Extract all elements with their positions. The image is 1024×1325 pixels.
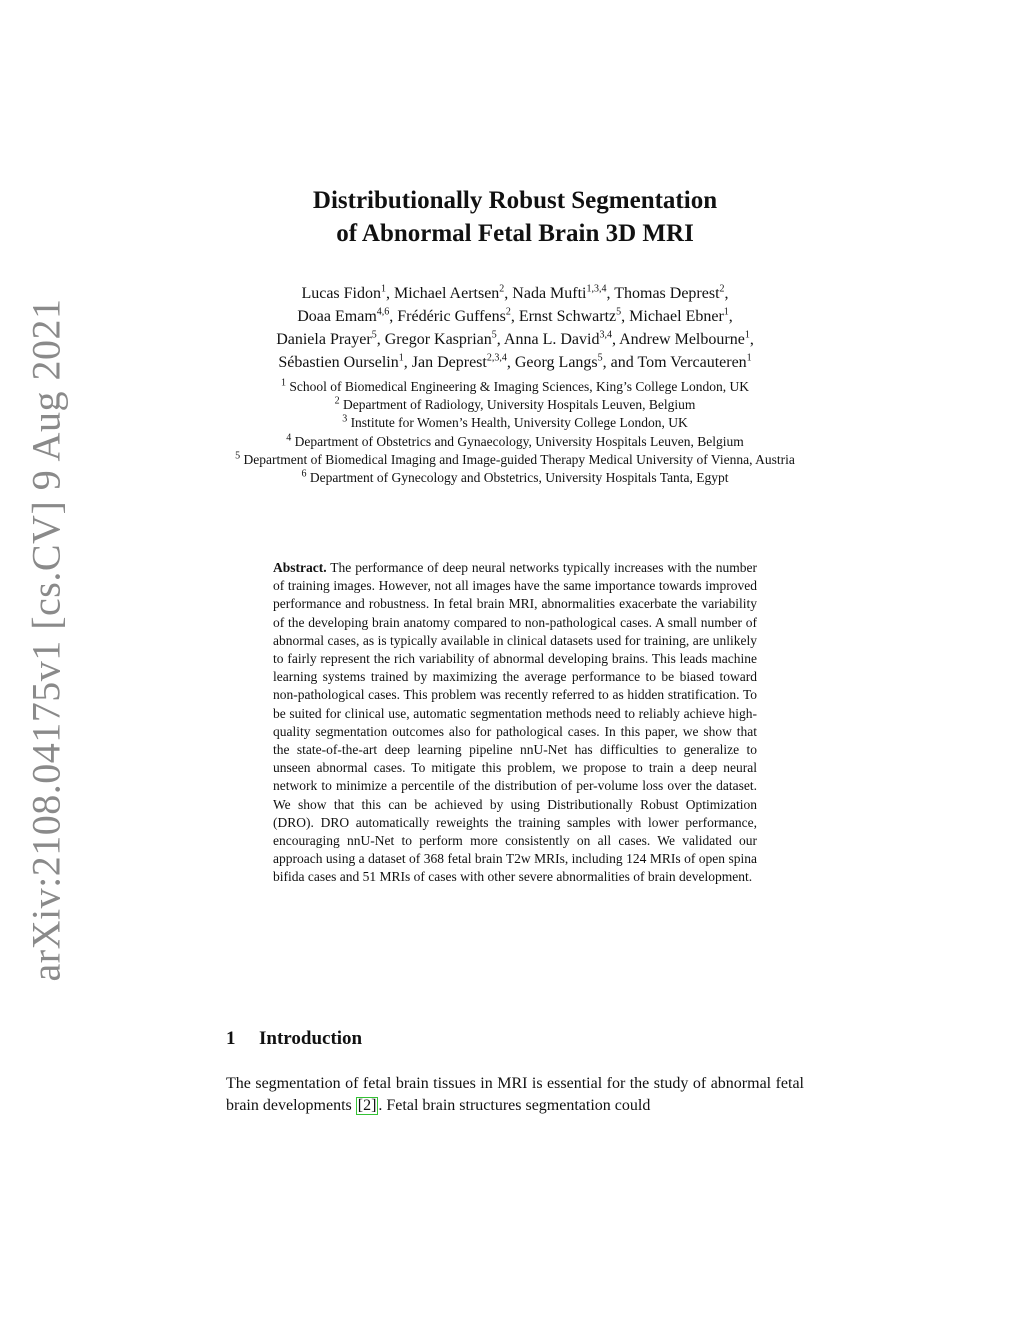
citation-link[interactable]: [2] xyxy=(357,1097,377,1114)
abstract-label: Abstract. xyxy=(273,560,327,575)
title-line: of Abnormal Fetal Brain 3D MRI xyxy=(336,220,694,247)
affiliation-number: 3 xyxy=(342,413,348,425)
author-affiliation-mark: 1 xyxy=(381,283,386,295)
affiliation-text: Department of Obstetrics and Gynaecology, University Hospitals Leuven, Belgium xyxy=(294,433,744,449)
affiliation-number: 4 xyxy=(286,432,292,444)
author-affiliation-mark: 1,3,4 xyxy=(586,283,607,295)
author-affiliation-mark: 5 xyxy=(597,352,603,364)
author-name: Thomas Deprest xyxy=(614,285,720,302)
author-affiliation-mark: 1 xyxy=(398,352,404,364)
author-line: Doaa Emam$^{4,6}$, Frédéric Guffens$^2$, Ernst Schwartz$^5$, Michael Ebner$^1$, xyxy=(297,306,733,325)
affiliation-text: Department of Radiology, University Hospitals Leuven, Belgium xyxy=(343,397,696,413)
author-name: Ernst Schwartz xyxy=(518,308,617,325)
affiliation-item xyxy=(200,433,830,451)
author-affiliation-mark: 2 xyxy=(719,283,725,295)
affiliation-item xyxy=(200,469,830,487)
author-name: Gregor Kasprian xyxy=(384,331,492,348)
abstract xyxy=(273,559,757,887)
affiliation-text: Institute for Women’s Health, University College London, UK xyxy=(350,415,688,431)
author-name: Tom Vercauteren xyxy=(637,354,747,371)
paper-title xyxy=(200,184,830,250)
author-name: Jan Deprest xyxy=(411,354,487,371)
author-name: Frédéric Guffens xyxy=(397,308,506,325)
affiliation-list xyxy=(200,378,830,487)
affiliation-item xyxy=(200,396,830,414)
author-name: Michael Aertsen xyxy=(394,285,500,302)
intro-paragraph xyxy=(226,1073,804,1117)
intro-text: The segmentation of fetal brain tissues in MRI is essential for the study of abnormal fetal brain developments xyxy=(226,1075,804,1114)
abstract-text: The performance of deep neural networks typically increases with the number of training images. However, not all images have the same importance towards improved performance and robustness. In fetal brain MRI, abnormalities exacerbate the variability of the developing brain anatomy compared to non-pathological cases. A small number of abnormal cases, as is typically available in clinical datasets used for training, are unlikely to fairly represent the rich variability of abnormal developing brains. This leads machine learning systems trained by maximizing the average performance to be biased toward non-pathological cases. This problem was recently referred to as hidden stratification. To be suited for clinical use, automatic segmentation methods need to reliably achieve high-quality segmentation outcomes also for pathological cases. In this paper, we show that the state-of-the-art deep learning pipeline nnU-Net has difficulties to generalize to unseen abnormal cases. To mitigate this problem, we propose to train a deep neural network to minimize a percentile of the distribution of per-volume loss over the dataset. We show that this can be achieved by using Distributionally Robust Optimization (DRO). DRO automatically reweights the training samples with lower performance, encouraging nnU-Net to perform more consistently on all cases. We validated our approach using a dataset of 368 fetal brain T2w MRIs, including 124 MRIs of open spina bifida cases and 51 MRIs of cases with other severe abnormalities of brain development. xyxy=(273,560,757,885)
author-line: Lucas Fidon$^1$, Michael Aertsen$^2$, Nada Mufti$^{1,3,4}$, Thomas Deprest$^2$, xyxy=(301,283,729,302)
author-name: Doaa Emam xyxy=(297,308,377,325)
author-affiliation-mark: 5 xyxy=(491,329,497,341)
author-affiliation-mark: 1 xyxy=(744,329,750,341)
author-affiliation-mark: 2 xyxy=(499,283,505,295)
section-title: Introduction xyxy=(259,1028,363,1049)
author-affiliation-mark: 5 xyxy=(371,329,377,341)
section-number: 1 xyxy=(226,1028,236,1049)
author-affiliation-mark: 2 xyxy=(505,306,511,318)
affiliation-number: 6 xyxy=(301,468,307,480)
author-name: Lucas Fidon xyxy=(301,285,381,302)
title-line: Distributionally Robust Segmentation xyxy=(312,187,718,214)
author-affiliation-mark: 5 xyxy=(616,306,622,318)
author-name: Georg Langs xyxy=(514,354,598,371)
affiliation-text: Department of Biomedical Imaging and Image-guided Therapy Medical University of Vienna, Austria xyxy=(243,451,795,467)
author-connector: and xyxy=(610,354,634,371)
author-name: Daniela Prayer xyxy=(276,331,372,348)
intro-text: . Fetal brain structures segmentation could xyxy=(378,1097,651,1114)
author-affiliation-mark: 2,3,4 xyxy=(486,352,507,364)
arxiv-identifier-stamp: arXiv:2108.04175v1 [cs.CV] 9 Aug 2021 xyxy=(23,298,69,982)
affiliation-item xyxy=(200,378,830,396)
author-name: Andrew Melbourne xyxy=(619,331,745,348)
affiliation-text: Department of Gynecology and Obstetrics, University Hospitals Tanta, Egypt xyxy=(309,470,729,486)
author-name: Michael Ebner xyxy=(629,308,724,325)
author-list xyxy=(200,282,830,374)
author-affiliation-mark: 3,4 xyxy=(599,329,612,341)
affiliation-number: 1 xyxy=(280,377,286,389)
author-affiliation-mark: 4,6 xyxy=(376,306,390,318)
affiliation-number: 2 xyxy=(334,395,340,407)
author-name: Sébastien Ourselin xyxy=(278,354,399,371)
section-heading xyxy=(226,1028,362,1050)
affiliation-number: 5 xyxy=(235,450,241,462)
author-affiliation-mark: 1 xyxy=(746,352,752,364)
author-line: Daniela Prayer$^5$, Gregor Kasprian$^5$, Anna L. David$^{3,4}$, Andrew Melbourne$^1$, xyxy=(276,329,754,348)
affiliation-text: School of Biomedical Engineering & Imaging Sciences, King’s College London, UK xyxy=(289,379,750,394)
author-affiliation-mark: 1 xyxy=(723,306,729,318)
author-name: Anna L. David xyxy=(503,331,600,348)
affiliation-item xyxy=(200,414,830,432)
author-line: Sébastien Ourselin$^1$, Jan Deprest$^{2,3,4}$, Georg Langs$^5$, and Tom Vercauteren$^1$ xyxy=(278,352,752,371)
affiliation-item xyxy=(200,451,830,469)
author-name: Nada Mufti xyxy=(512,285,587,302)
